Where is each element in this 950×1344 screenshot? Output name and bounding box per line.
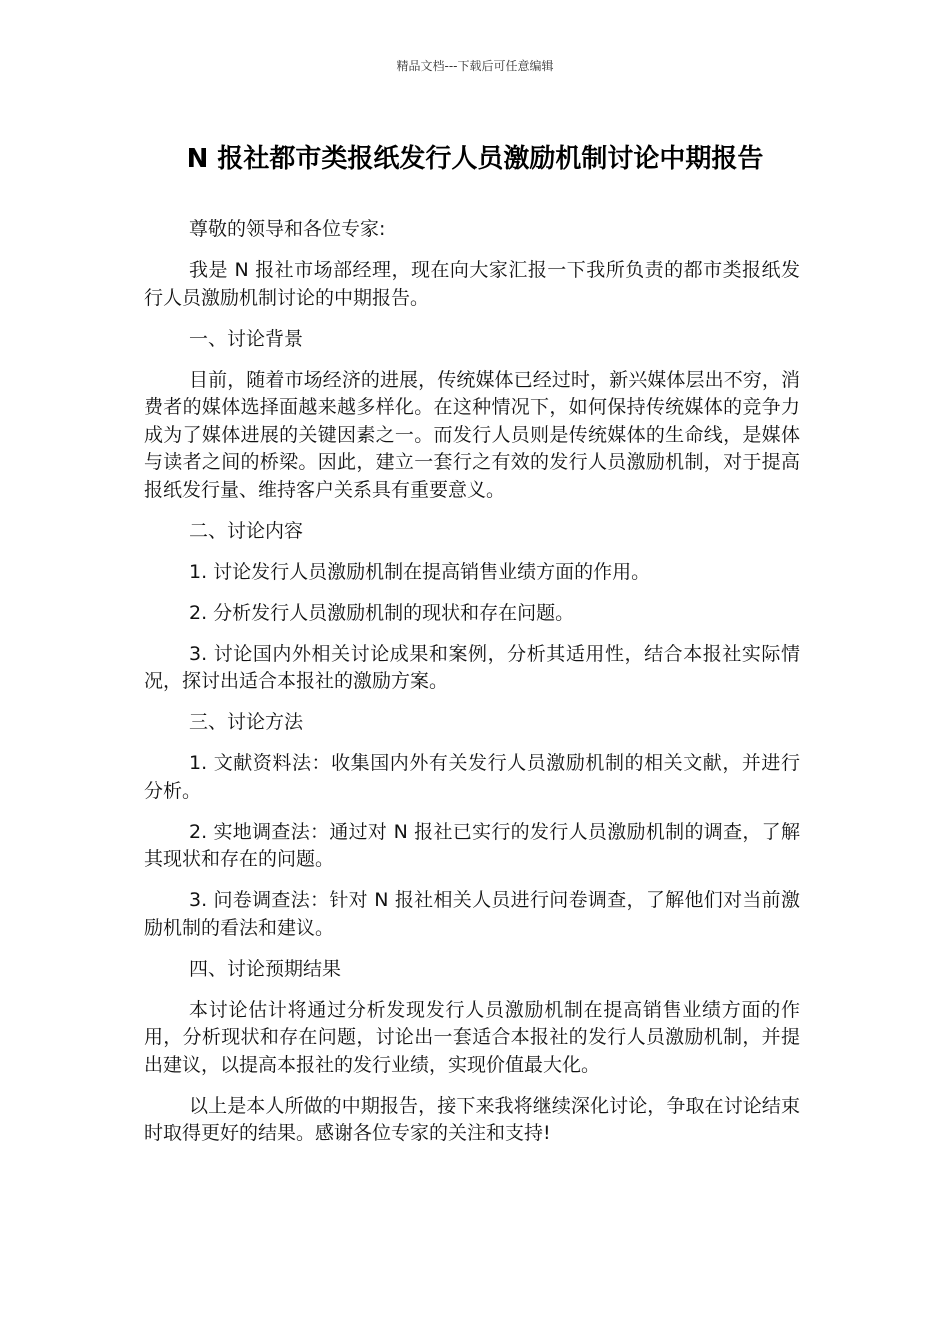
document-body [144,216,800,1161]
method-item-3: 3. 问卷调查法：针对 N 报社相关人员进行问卷调查，了解他们对当前激励机制的看法和建议。 [144,889,800,939]
closing-paragraph: 以上是本人所做的中期报告，接下来我将继续深化讨论，争取在讨论结束时取得更好的结果。感谢各位专家的关注和支持! [144,1094,800,1144]
intro-paragraph: 我是 N 报社市场部经理，现在向大家汇报一下我所负责的都市类报纸发行人员激励机制讨论的中期报告。 [144,259,800,309]
section-heading-content: 二、讨论内容 [189,519,304,542]
content-item-1: 1. 讨论发行人员激励机制在提高销售业绩方面的作用。 [189,560,651,583]
content-item-2: 2. 分析发行人员激励机制的现状和存在问题。 [189,601,575,624]
method-item-2: 2. 实地调查法：通过对 N 报社已实行的发行人员激励机制的调查，了解其现状和存在的问题。 [144,820,800,870]
content-item-3: 3. 讨论国内外相关讨论成果和案例，分析其适用性，结合本报社实际情况，探讨出适合本报社的激励方案。 [144,642,800,692]
background-paragraph: 目前，随着市场经济的进展，传统媒体已经过时，新兴媒体层出不穷，消费者的媒体选择面越来越多样化。在这种情况下，如何保持传统媒体的竞争力成为了媒体进展的关键因素之一。而发行人员则是传统媒体的生命线，是媒体与读者之间的桥梁。因此，建立一套行之有效的发行人员激励机制，对于提高报纸发行量、维持客户关系具有重要意义。 [144,368,800,501]
salutation: 尊敬的领导和各位专家: [189,218,386,240]
section-heading-methods: 三、讨论方法 [189,711,304,733]
section-heading-background: 一、讨论背景 [189,327,304,350]
section-heading-expected-results: 四、讨论预期结果 [189,957,342,980]
method-item-1: 1. 文献资料法：收集国内外有关发行人员激励机制的相关文献，并进行分析。 [144,752,800,802]
expected-results-paragraph: 本讨论估计将通过分析发现发行人员激励机制在提高销售业绩方面的作用，分析现状和存在问题，讨论出一套适合本报社的发行人员激励机制，并提出建议，以提高本报社的发行业绩，实现价值最大化。 [144,998,800,1076]
page-header-note: 精品文档---下载后可任意编辑 [396,59,554,73]
document-title: N 报社都市类报纸发行人员激励机制讨论中期报告 [186,144,764,174]
